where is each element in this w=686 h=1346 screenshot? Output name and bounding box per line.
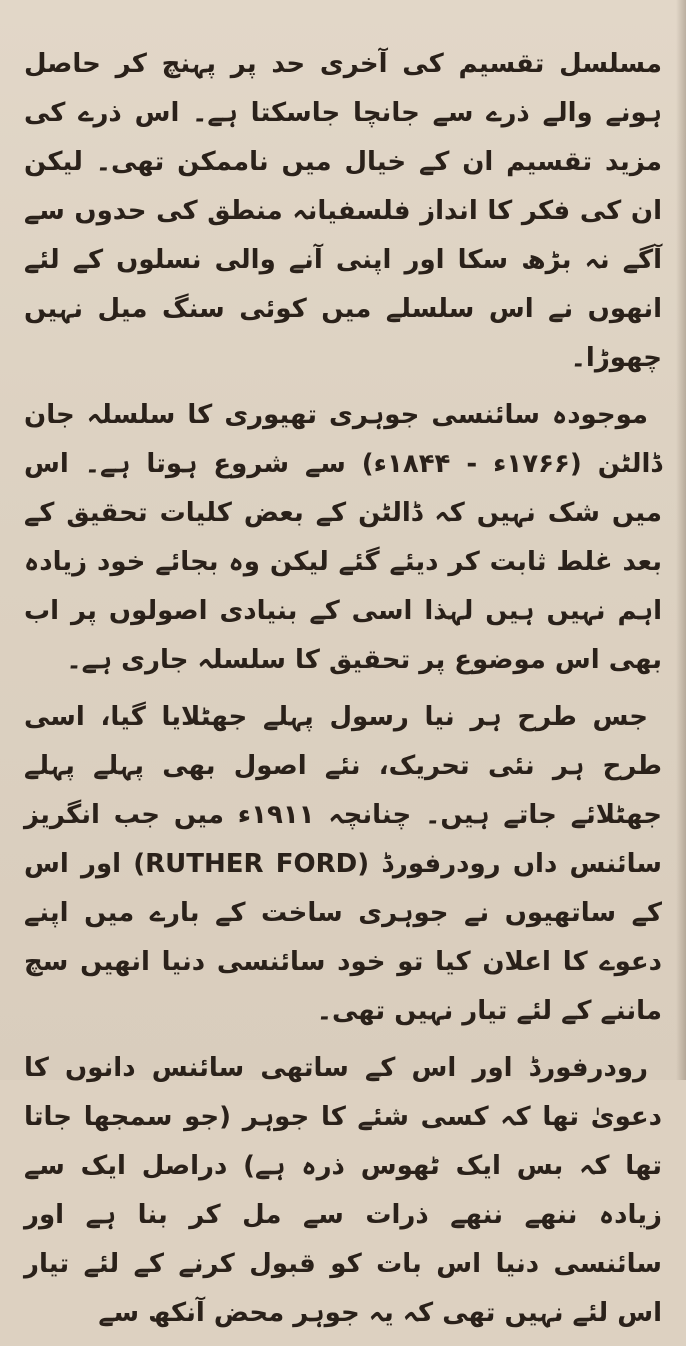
urdu-text-body: [24, 40, 662, 1346]
paragraph-2: موجودہ سائنسی جوہری تھیوری کا سلسلہ جان ڈالٹن (۱۷۶۶ء - ۱۸۴۴ء) سے شروع ہوتا ہے۔ اس میں شک نہیں کہ ڈالٹن کے بعض کلیات تحقیق کے بعد غلط ثابت کر دیئے گئے لیکن وہ بجائے خود زیادہ اہم نہیں ہیں لہذا اسی کے بنیادی اصولوں پر اب بھی اس موضوع پر تحقیق کا سلسلہ جاری ہے۔: [24, 400, 663, 675]
page-edge-shadow: [676, 0, 686, 1080]
paragraph-4: رودرفورڈ اور اس کے ساتھی سائنس دانوں کا دعویٰ تھا کہ کسی شئے کا جوہر (جو سمجھا جاتا تھا کہ بس ایک ٹھوس ذرہ ہے) دراصل ایک سے زیادہ ننھے ننھے ذرات سے مل کر بنا ہے اور سائنسی دنیا اس بات کو قبول کرنے کے لئے تیار اس لئے نہیں تھی کہ یہ جوہر محض آنکھ سے: [24, 1053, 662, 1328]
paragraph-1: مسلسل تقسیم کی آخری حد پر پہنچ کر حاصل ہونے والے ذرے سے جانچا جاسکتا ہے۔ اس ذرے کی مزید تقسیم ان کے خیال میں ناممکن تھی۔ لیکن ان کی فکر کا انداز فلسفیانہ منطق کی حدوں سے آگے نہ بڑھ سکا اور اپنی آنے والی نسلوں کے لئے انھوں نے اس سلسلے میں کوئی سنگ میل نہیں چھوڑا۔: [24, 49, 662, 373]
paragraph-3: جس طرح ہر نیا رسول پہلے جھٹلایا گیا، اسی طرح ہر نئی تحریک، نئے اصول بھی پہلے پہلے جھٹلائے جاتے ہیں۔ چنانچہ ۱۹۱۱ء میں جب انگریز سائنس داں رودرفورڈ (RUTHER FORD) اور اس کے ساتھیوں نے جوہری ساخت کے بارے میں اپنے دعوے کا اعلان کیا تو خود سائنسی دنیا انھیں سچ ماننے کے لئے تیار نہیں تھی۔: [24, 702, 662, 1026]
